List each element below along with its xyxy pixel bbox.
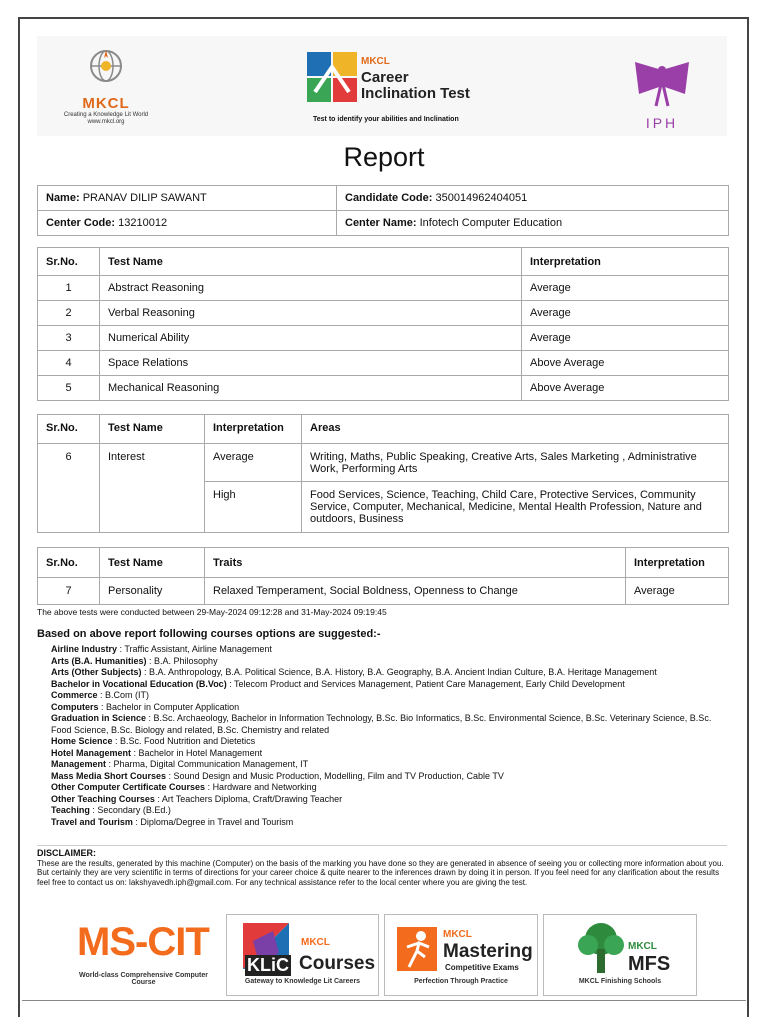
list-item: Teaching : Secondary (B.Ed.) [51, 805, 171, 815]
interpretation-cell: Average [522, 326, 729, 351]
table-header-row [38, 415, 729, 444]
test-name-cell: Space Relations [100, 351, 522, 376]
name-label: Name: [46, 192, 80, 204]
iph-logo [631, 60, 693, 131]
table-row [38, 444, 729, 482]
interpretation-cell: Above Average [522, 351, 729, 376]
header-sr-no: Sr.No. [38, 248, 100, 276]
course-category: Other Computer Certificate Courses [51, 782, 206, 792]
header-interpretation: Interpretation [522, 248, 729, 276]
divider [22, 1000, 746, 1001]
interpretation-cell: High [205, 482, 302, 533]
course-options: B.A. Anthropology, B.A. Political Science, B.A. History, B.A. Geography, B.A. Ancient Indian Culture, B.A. Heritage Management [149, 667, 657, 677]
mastering-exams-logo [384, 914, 538, 996]
test-name-cell: Personality [100, 578, 205, 605]
interpretation-cell: Above Average [522, 376, 729, 401]
table-header-row [38, 248, 729, 276]
header-sr-no: Sr.No. [38, 548, 100, 578]
interest-table [37, 414, 729, 533]
course-category: Arts (Other Subjects) [51, 667, 142, 677]
sr-no-cell: 1 [38, 276, 100, 301]
career-inclination-test-logo [307, 52, 477, 123]
list-item: Other Computer Certificate Courses : Hardware and Networking [51, 782, 317, 792]
header-traits: Traits [205, 548, 626, 578]
header-sr-no: Sr.No. [38, 415, 100, 444]
list-item: Management : Pharma, Digital Communication Management, IT [51, 759, 309, 769]
candidate-info-table [37, 185, 729, 236]
career-arrows-icon [307, 52, 357, 104]
table-row [38, 301, 729, 326]
course-options: B.Sc. Archaeology, Bachelor in Information Technology, B.Sc. Bio Informatics, B.Sc. Environmental Science, B.Sc. Veterinary Science, B.Sc. Food Science, B.Sc. Biology and related, B.Sc. Chemistry and related [51, 713, 712, 735]
list-item: Other Teaching Courses : Art Teachers Diploma, Craft/Drawing Teacher [51, 793, 343, 804]
course-options: B.Sc. Food Nutrition and Dietetics [120, 736, 256, 746]
mastering-small-label: MKCL [443, 929, 472, 940]
mscit-tagline: World-class Comprehensive Computer Course [78, 972, 208, 986]
suggestions-heading: Based on above report following courses options are suggested:- [37, 628, 381, 640]
table-row [38, 276, 729, 301]
sr-no-cell: 7 [38, 578, 100, 605]
tree-icon [574, 921, 628, 975]
report-header [37, 36, 727, 136]
mastering-tagline: Perfection Through Practice [414, 978, 508, 985]
test-conducted-note: The above tests were conducted between 29-May-2024 09:12:28 and 31-May-2024 09:19:45 [37, 607, 387, 617]
mkcl-logo-word: MKCL [82, 95, 130, 112]
center-code: 13210012 [118, 217, 168, 229]
list-item: Travel and Tourism : Diploma/Degree in Travel and Tourism [51, 816, 294, 827]
list-item: Hotel Management : Bachelor in Hotel Management [51, 747, 263, 758]
klic-tagline: Gateway to Knowledge Lit Careers [244, 978, 361, 985]
course-category: Hotel Management [51, 747, 132, 758]
mscit-logo [69, 914, 218, 996]
table-row [38, 578, 729, 605]
header-test-name: Test Name [100, 548, 205, 578]
course-category: Mass Media Short Courses [51, 770, 167, 781]
list-item: Computers : Bachelor in Computer Application [51, 701, 240, 712]
candidate-name: PRANAV DILIP SAWANT [82, 192, 207, 204]
cit-title-line2: Inclination Test [361, 85, 470, 102]
table-header-row [38, 548, 729, 578]
cit-title-line1: Career [361, 69, 409, 86]
traits-cell: Relaxed Temperament, Social Boldness, Openness to Change [205, 578, 626, 605]
center-name: Infotech Computer Education [419, 217, 563, 229]
mfs-logo [543, 914, 697, 996]
table-row [38, 186, 729, 211]
sr-no-cell: 4 [38, 351, 100, 376]
klic-courses-logo [226, 914, 379, 996]
center-code-label: Center Code: [46, 217, 116, 229]
course-category: Home Science [51, 736, 113, 746]
candidate-code-label: Candidate Code: [345, 192, 433, 204]
runner-icon [397, 927, 437, 971]
test-name-cell: Mechanical Reasoning [100, 376, 522, 401]
areas-cell: Writing, Maths, Public Speaking, Creative Arts, Sales Marketing , Administrative Work, Performing Arts [302, 444, 729, 482]
course-category: Other Teaching Courses [51, 793, 155, 804]
mkcl-logo [61, 46, 151, 126]
center-code-cell [38, 211, 337, 236]
course-category: Airline Industry [51, 644, 118, 654]
course-options: Hardware and Networking [212, 782, 317, 792]
cit-tagline: Test to identify your abilities and Inclination [313, 116, 459, 123]
personality-table [37, 547, 729, 605]
list-item: Airline Industry : Traffic Assistant, Airline Management [51, 644, 272, 654]
course-options: Telecom Product and Services Management, Patient Care Management, Early Child Development [234, 678, 625, 689]
course-options: Traffic Assistant, Airline Management [124, 644, 272, 654]
mastering-subtitle: Competitive Exams [445, 963, 519, 972]
table-row [38, 376, 729, 401]
iph-logo-word: IPH [645, 115, 679, 131]
open-book-icon [631, 60, 693, 108]
test-name-cell: Interest [100, 444, 205, 533]
test-name-cell: Verbal Reasoning [100, 301, 522, 326]
sr-no-cell: 6 [38, 444, 100, 533]
list-item: Bachelor in Vocational Education (B.Voc) : Telecom Product and Services Management, Patient Care Management, Early Child Development [51, 678, 625, 689]
mfs-title: MFS [628, 953, 671, 975]
disclaimer [37, 849, 727, 887]
course-options: Pharma, Digital Communication Management, IT [113, 759, 309, 769]
header-test-name: Test Name [100, 248, 522, 276]
course-options: B.A. Philosophy [154, 655, 218, 666]
disclaimer-text: These are the results, generated by this machine (Computer) on the basis of the marking you have done so they are generated in absence of seeing you or collecting more information about you. But certainly they are very scientific in terms of directions for your career choice & quite nearer to the inferences drawn by doing it in person. If you feel need for any clarification about the results feel free to contact us on: lakshyavedh.iph@gmail.com. For any technical assistance refer to the local center where you are giving the test. [37, 858, 724, 887]
header-interpretation: Interpretation [205, 415, 302, 444]
interpretation-cell: Average [205, 444, 302, 482]
mscit-title: MS-CIT [77, 920, 209, 964]
course-category: Teaching [51, 805, 90, 815]
divider [37, 845, 727, 846]
list-item: Arts (Other Subjects) : B.A. Anthropology, B.A. Political Science, B.A. History, B.A. Geography, B.A. Ancient Indian Culture, B.A. Heritage Management [51, 667, 657, 677]
table-row [38, 211, 729, 236]
name-cell [38, 186, 337, 211]
header-interpretation: Interpretation [626, 548, 729, 578]
course-options: Diploma/Degree in Travel and Tourism [140, 816, 294, 827]
course-options: Art Teachers Diploma, Craft/Drawing Teacher [161, 793, 343, 804]
list-item: Commerce : B.Com (IT) [51, 690, 150, 700]
list-item: Graduation in Science : B.Sc. Archaeology, Bachelor in Information Technology, B.Sc. Bio Informatics, B.Sc. Environmental Science, B.Sc. Veterinary Science, B.Sc. Food Science, B.Sc. Biology and related, B.Sc. Chemistry and related [51, 713, 712, 735]
list-item: Mass Media Short Courses : Sound Design and Music Production, Modelling, Film and TV Production, Cable TV [51, 770, 504, 781]
globe-icon [86, 46, 126, 90]
candidate-code: 350014962404051 [435, 192, 528, 204]
course-options: Secondary (B.Ed.) [97, 805, 171, 815]
mkcl-logo-tagline: Creating a Knowledge Lit World [63, 112, 149, 118]
aptitude-table [37, 247, 729, 401]
course-options: Bachelor in Computer Application [106, 701, 240, 712]
course-options: B.Com (IT) [105, 690, 150, 700]
sr-no-cell: 5 [38, 376, 100, 401]
klic-small-label: MKCL [301, 937, 330, 948]
mkcl-logo-url: www.mkcl.org [87, 119, 125, 125]
disclaimer-title: DISCLAIMER: [37, 848, 96, 858]
course-category: Travel and Tourism [51, 816, 133, 827]
klic-title: Courses [299, 953, 376, 974]
test-name-cell: Abstract Reasoning [100, 276, 522, 301]
course-options: Bachelor in Hotel Management [138, 747, 263, 758]
klic-brand: KLiC [247, 955, 289, 975]
interpretation-cell: Average [626, 578, 729, 605]
course-category: Computers [51, 701, 99, 712]
list-item: Home Science : B.Sc. Food Nutrition and Dietetics [51, 736, 256, 746]
test-name-cell: Numerical Ability [100, 326, 522, 351]
page-title: Report [343, 142, 425, 172]
candidate-code-cell [337, 186, 729, 211]
table-row [38, 326, 729, 351]
mastering-title: Mastering [443, 941, 533, 962]
course-suggestions-list [51, 644, 723, 828]
interpretation-cell: Average [522, 301, 729, 326]
sr-no-cell: 3 [38, 326, 100, 351]
course-category: Management [51, 759, 107, 769]
course-category: Bachelor in Vocational Education (B.Voc) [51, 678, 227, 689]
course-category: Graduation in Science [51, 713, 147, 723]
center-name-label: Center Name: [345, 217, 417, 229]
mfs-tagline: MKCL Finishing Schools [578, 978, 662, 985]
course-category: Arts (B.A. Humanities) [51, 655, 147, 666]
mfs-small-label: MKCL [628, 941, 657, 952]
areas-cell: Food Services, Science, Teaching, Child Care, Protective Services, Community Service, Computer, Mechanical, Medicine, Mental Health Profession, Nature and outdoors, Business [302, 482, 729, 533]
list-item: Arts (B.A. Humanities) : B.A. Philosophy [51, 655, 218, 666]
header-test-name: Test Name [100, 415, 205, 444]
header-areas: Areas [302, 415, 729, 444]
sr-no-cell: 2 [38, 301, 100, 326]
center-name-cell [337, 211, 729, 236]
course-options: Sound Design and Music Production, Modelling, Film and TV Production, Cable TV [173, 770, 504, 781]
cit-small-label: MKCL [361, 56, 390, 67]
course-category: Commerce [51, 690, 98, 700]
table-row [38, 351, 729, 376]
interpretation-cell: Average [522, 276, 729, 301]
